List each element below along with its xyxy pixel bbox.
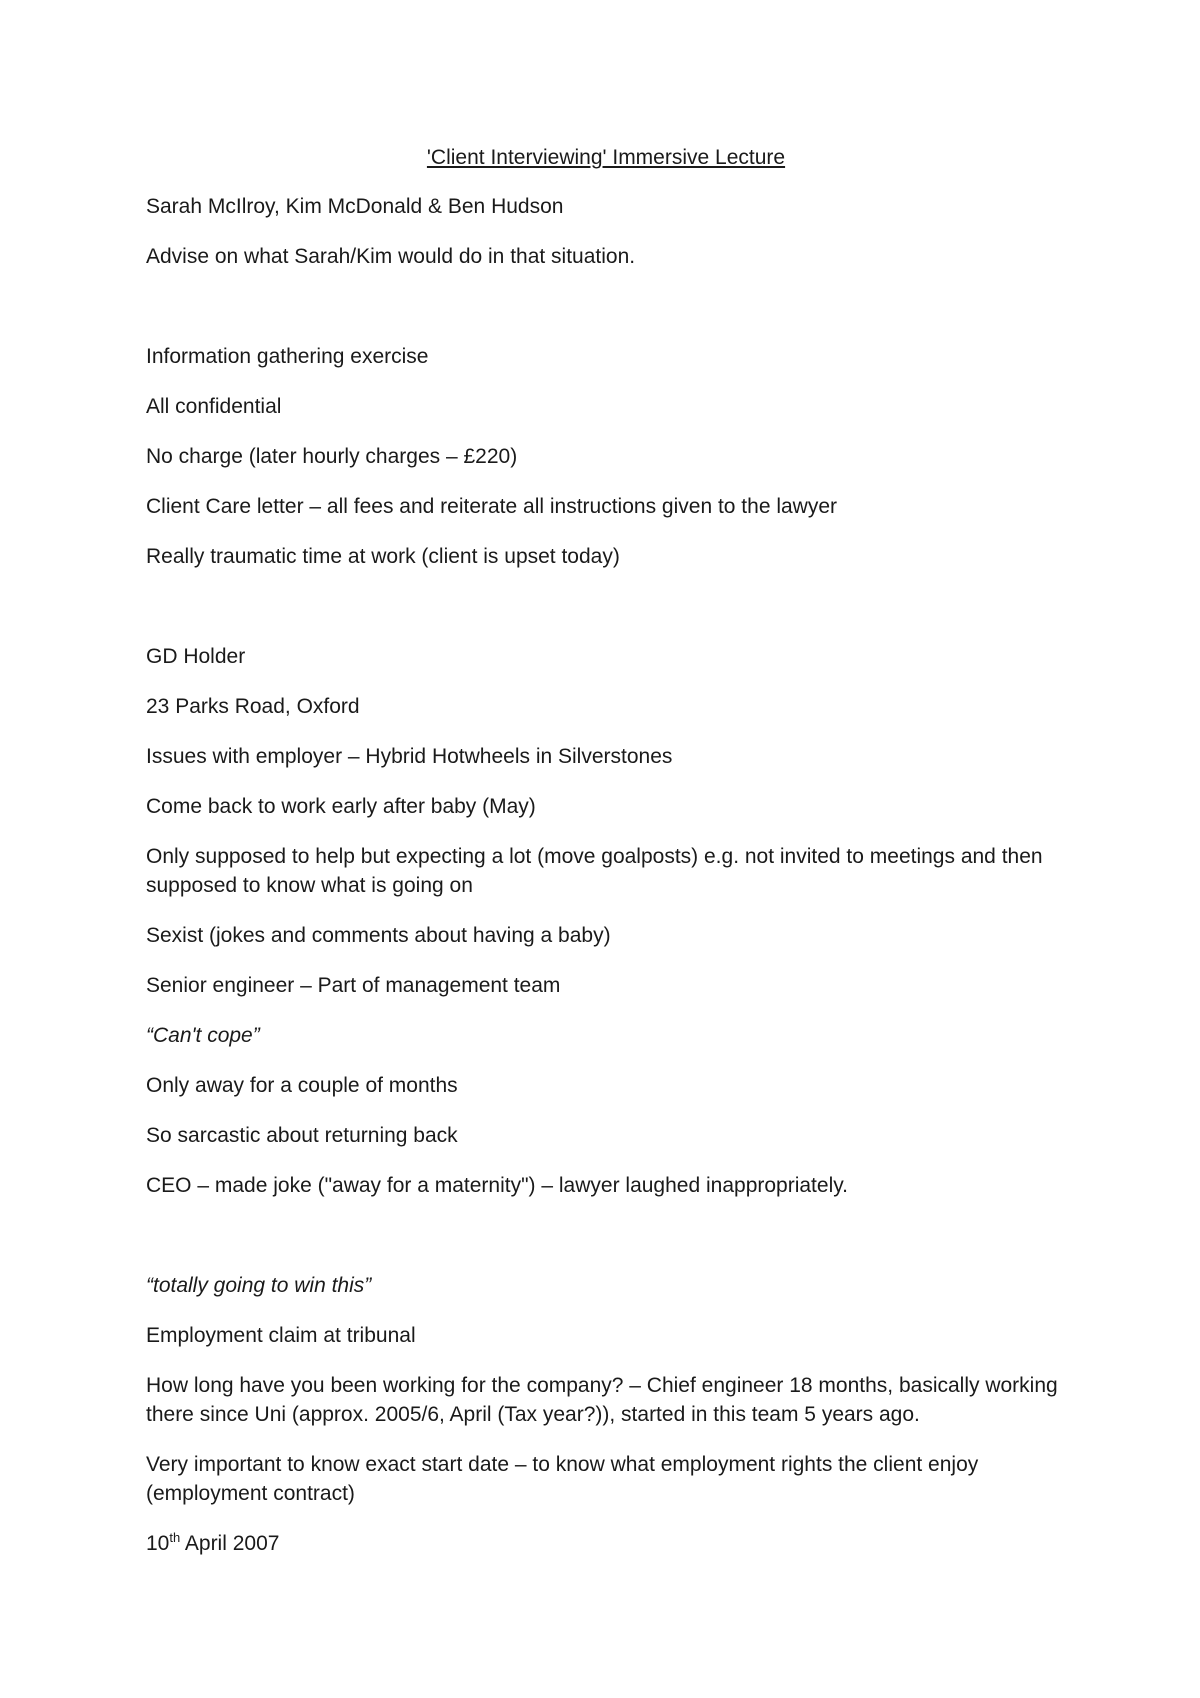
note-line: Only away for a couple of months xyxy=(146,1074,458,1097)
spacer xyxy=(146,1221,1066,1271)
advise-line: Advise on what Sarah/Kim would do in that situation. xyxy=(146,245,636,268)
note-line: Really traumatic time at work (client is upset today) xyxy=(146,545,620,568)
document-page xyxy=(146,143,1066,1579)
quote-line: “Can't cope” xyxy=(146,1024,260,1047)
note-line: CEO – made joke ("away for a maternity") – lawyer laughed inappropriately. xyxy=(146,1174,849,1197)
date-suffix: th xyxy=(169,1530,181,1545)
quote-line: “totally going to win this” xyxy=(146,1274,372,1297)
note-line: Only supposed to help but expecting a lot (move goalposts) e.g. not invited to meetings and then supposed to know what is going on xyxy=(146,845,1043,897)
note-line: Sexist (jokes and comments about having a baby) xyxy=(146,924,611,947)
authors-line: Sarah McIlroy, Kim McDonald & Ben Hudson xyxy=(146,195,564,218)
note-line: Information gathering exercise xyxy=(146,345,429,368)
spacer xyxy=(146,592,1066,642)
note-line: Employment claim at tribunal xyxy=(146,1324,416,1347)
note-line: How long have you been working for the company? – Chief engineer 18 months, basically working there since Uni (approx. 2005/6, April (Tax year?)), started in this team 5 years ago. xyxy=(146,1374,1058,1426)
note-line: No charge (later hourly charges – £220) xyxy=(146,445,518,468)
note-line: Very important to know exact start date – to know what employment rights the client enjoy (employment contract) xyxy=(146,1453,979,1505)
note-line: Come back to work early after baby (May) xyxy=(146,795,536,818)
client-address: 23 Parks Road, Oxford xyxy=(146,695,360,718)
note-line: Client Care letter – all fees and reiterate all instructions given to the lawyer xyxy=(146,495,838,518)
note-line: All confidential xyxy=(146,395,282,418)
date-line xyxy=(146,1529,1066,1558)
note-line: Issues with employer – Hybrid Hotwheels in Silverstones xyxy=(146,745,673,768)
note-line: So sarcastic about returning back xyxy=(146,1124,458,1147)
document-title: 'Client Interviewing' Immersive Lecture xyxy=(426,146,786,169)
client-name: GD Holder xyxy=(146,645,246,668)
date-day: 10 xyxy=(146,1532,170,1555)
date-rest: April 2007 xyxy=(180,1532,280,1555)
note-line: Senior engineer – Part of management team xyxy=(146,974,561,997)
spacer xyxy=(146,292,1066,342)
